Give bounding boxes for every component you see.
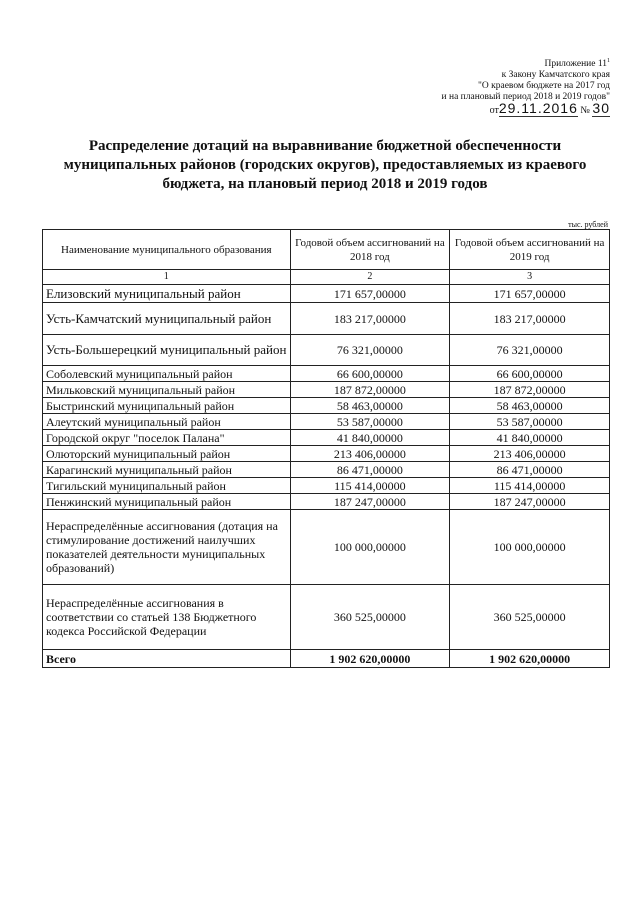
amount-2018: 76 321,00000 bbox=[290, 335, 450, 366]
table-row bbox=[43, 303, 610, 335]
amount-2019: 41 840,00000 bbox=[450, 430, 610, 446]
amount-2018: 213 406,00000 bbox=[290, 446, 450, 462]
municipality-name: Усть-Большерецкий муниципальный район bbox=[43, 335, 291, 366]
table-row bbox=[43, 430, 610, 446]
total-2018: 1 902 620,00000 bbox=[290, 650, 450, 668]
appendix-sup: 1 bbox=[607, 58, 610, 64]
municipality-name: Елизовский муниципальный район bbox=[43, 285, 291, 303]
municipality-name: Пенжинский муниципальный район bbox=[43, 494, 291, 510]
table-header-row bbox=[43, 230, 610, 270]
amount-2018: 86 471,00000 bbox=[290, 462, 450, 478]
municipality-name: Быстринский муниципальный район bbox=[43, 398, 291, 414]
amount-2019: 213 406,00000 bbox=[450, 446, 610, 462]
col-number: 2 bbox=[290, 270, 450, 285]
municipality-name: Усть-Камчатский муниципальный район bbox=[43, 303, 291, 335]
table-row bbox=[43, 335, 610, 366]
table-row bbox=[43, 510, 610, 585]
municipality-name: Тигильский муниципальный район bbox=[43, 478, 291, 494]
table-row bbox=[43, 446, 610, 462]
municipality-name: Соболевский муниципальный район bbox=[43, 366, 291, 382]
table-row bbox=[43, 585, 610, 650]
amount-2019: 171 657,00000 bbox=[450, 285, 610, 303]
document-title: Распределение дотаций на выравнивание бюджетной обеспеченности муниципальных районов (городских округов), предоставляемых из краевого бюджета, на плановый период 2018 и 2019 годов bbox=[63, 138, 587, 192]
amount-2018: 53 587,00000 bbox=[290, 414, 450, 430]
appendix-title: Приложение 11 bbox=[544, 59, 607, 70]
amount-2019: 100 000,00000 bbox=[450, 510, 610, 585]
appendix-line: "О краевом бюджете на 2017 год bbox=[478, 81, 610, 92]
total-row bbox=[43, 650, 610, 668]
table-row bbox=[43, 382, 610, 398]
amount-2019: 183 217,00000 bbox=[450, 303, 610, 335]
amount-2018: 171 657,00000 bbox=[290, 285, 450, 303]
total-label: Всего bbox=[43, 650, 291, 668]
handwritten-date: 29.11.2016 bbox=[498, 100, 578, 117]
municipality-name: Алеутский муниципальный район bbox=[43, 414, 291, 430]
appendix-line: к Закону Камчатского края bbox=[501, 70, 610, 81]
header-name: Наименование муниципального образования bbox=[43, 230, 291, 270]
date-prefix: от bbox=[489, 105, 499, 117]
table-row bbox=[43, 366, 610, 382]
header-2018: Годовой объем ассигнований на 2018 год bbox=[290, 230, 450, 270]
column-number-row bbox=[43, 270, 610, 285]
amount-2018: 58 463,00000 bbox=[290, 398, 450, 414]
header-2019: Годовой объем ассигнований на 2019 год bbox=[450, 230, 610, 270]
table-row bbox=[43, 285, 610, 303]
municipality-name: Нераспределённые ассигнования в соответствии со статьей 138 Бюджетного кодекса Российской Федерации bbox=[43, 585, 291, 650]
total-2019: 1 902 620,00000 bbox=[450, 650, 610, 668]
amount-2018: 187 872,00000 bbox=[290, 382, 450, 398]
table-row bbox=[43, 414, 610, 430]
municipality-name: Мильковский муниципальный район bbox=[43, 382, 291, 398]
table-row bbox=[43, 494, 610, 510]
amount-2018: 183 217,00000 bbox=[290, 303, 450, 335]
amount-2019: 360 525,00000 bbox=[450, 585, 610, 650]
number-prefix: № bbox=[580, 105, 590, 117]
amount-2019: 187 872,00000 bbox=[450, 382, 610, 398]
amount-2018: 41 840,00000 bbox=[290, 430, 450, 446]
allocation-table bbox=[42, 229, 610, 668]
municipality-name: Олюторский муниципальный район bbox=[43, 446, 291, 462]
amount-2018: 360 525,00000 bbox=[290, 585, 450, 650]
amount-2019: 53 587,00000 bbox=[450, 414, 610, 430]
amount-2019: 66 600,00000 bbox=[450, 366, 610, 382]
amount-2019: 76 321,00000 bbox=[450, 335, 610, 366]
table-row bbox=[43, 478, 610, 494]
amount-2019: 86 471,00000 bbox=[450, 462, 610, 478]
amount-2018: 66 600,00000 bbox=[290, 366, 450, 382]
col-number: 1 bbox=[43, 270, 291, 285]
col-number: 3 bbox=[450, 270, 610, 285]
appendix-line: и на плановый период 2018 и 2019 годов" bbox=[441, 92, 610, 103]
table-row bbox=[43, 462, 610, 478]
municipality-name: Городской округ "поселок Палана" bbox=[43, 430, 291, 446]
amount-2018: 100 000,00000 bbox=[290, 510, 450, 585]
amount-2019: 187 247,00000 bbox=[450, 494, 610, 510]
amount-2019: 115 414,00000 bbox=[450, 478, 610, 494]
amount-2018: 115 414,00000 bbox=[290, 478, 450, 494]
amount-2018: 187 247,00000 bbox=[290, 494, 450, 510]
amount-2019: 58 463,00000 bbox=[450, 398, 610, 414]
municipality-name: Нераспределённые ассигнования (дотация на стимулирование достижений наилучших показателей деятельности муниципальных образований) bbox=[43, 510, 291, 585]
municipality-name: Карагинский муниципальный район bbox=[43, 462, 291, 478]
handwritten-number: 30 bbox=[592, 100, 610, 117]
table-row bbox=[43, 398, 610, 414]
units-label: тыс. рублей bbox=[568, 220, 608, 229]
appendix-header bbox=[442, 56, 610, 116]
